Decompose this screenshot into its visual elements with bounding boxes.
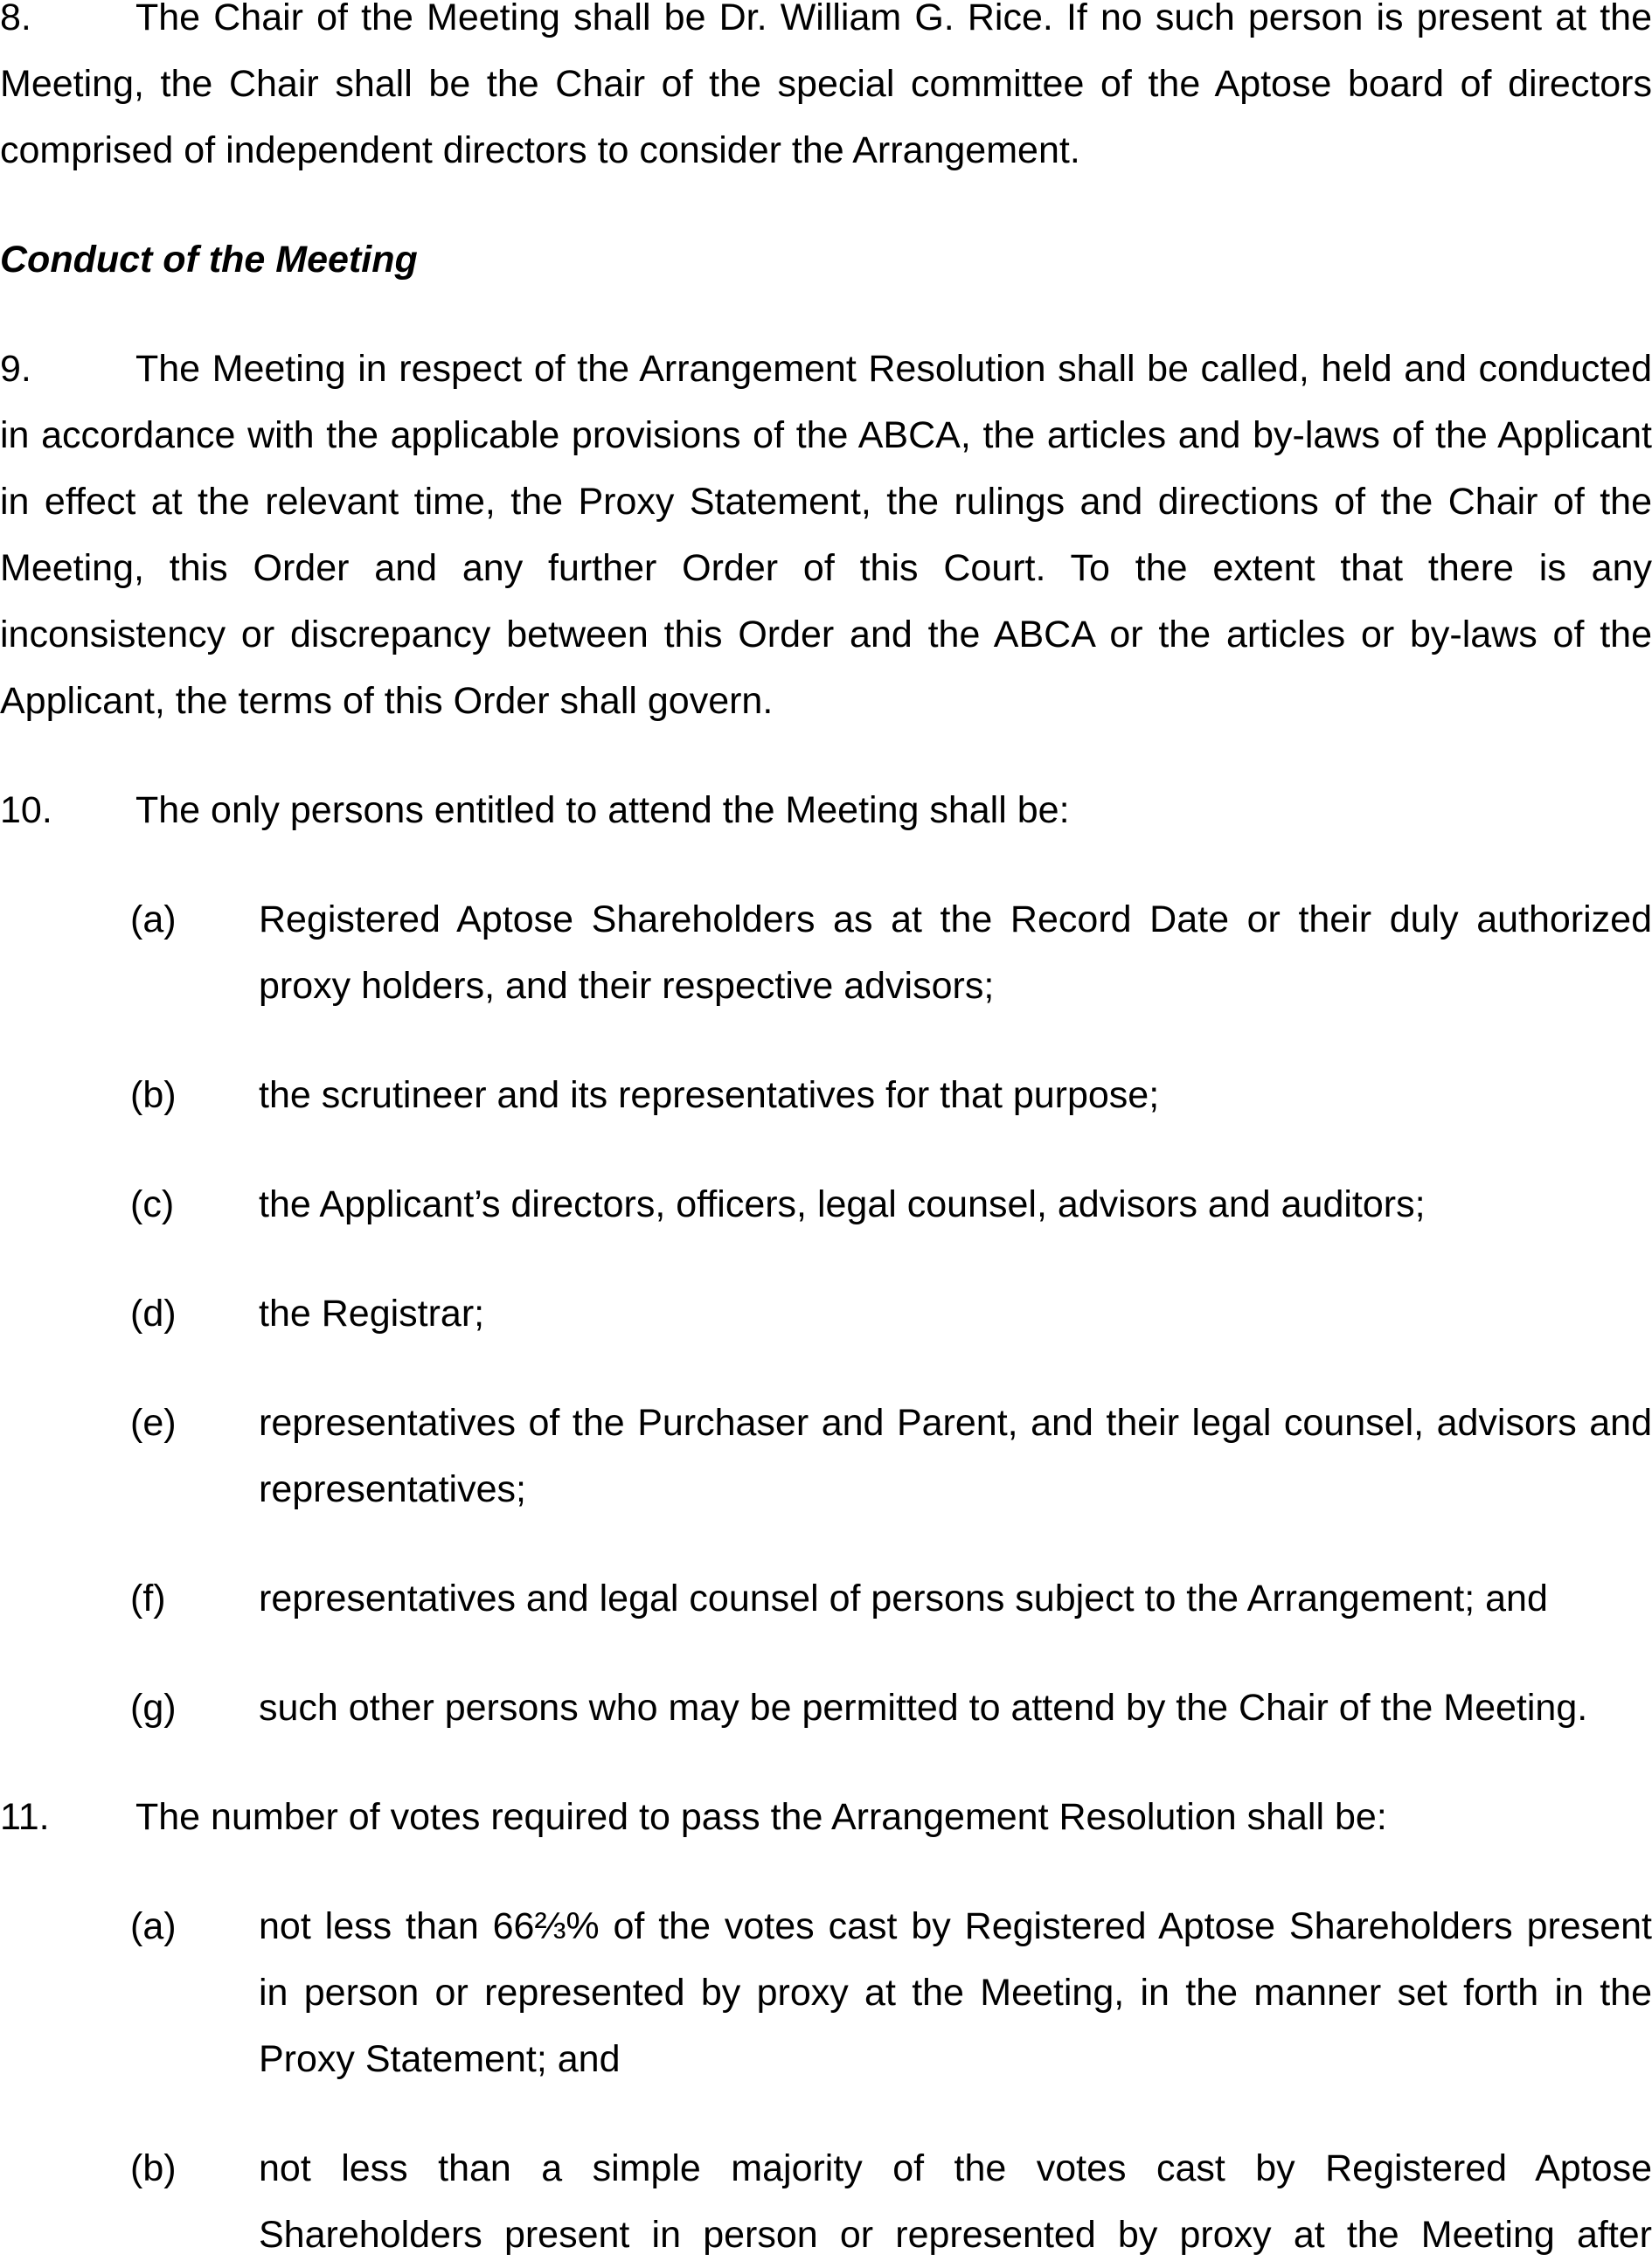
line-text: in accordance with the applicable provisions of the ABCA, the articles and by-laws of the Applicant: [0, 414, 1652, 456]
line-text: the Registrar;: [259, 1293, 485, 1335]
line-text: not less than 66⅔% of the votes cast by Registered Aptose Shareholders present: [259, 1905, 1652, 1947]
line-text: The Chair of the Meeting shall be Dr. William G. Rice. If no such person is present at the: [135, 0, 1652, 38]
line-text: in effect at the relevant time, the Proxy Statement, the rulings and directions of the Chair of the: [0, 481, 1652, 523]
line-text: Meeting, this Order and any further Order of this Court. To the extent that there is any: [0, 547, 1652, 589]
line-text: inconsistency or discrepancy between this Order and the ABCA or the articles or by-laws of the: [0, 614, 1652, 655]
text-line: [0, 0, 1652, 51]
line-text: comprised of independent directors to consider the Arrangement.: [0, 129, 1080, 171]
text-line: [0, 668, 1652, 734]
line-text: the Applicant’s directors, officers, legal counsel, advisors and auditors;: [259, 1183, 1426, 1225]
list-item-label: (b): [130, 2147, 177, 2189]
lettered-list-item: [0, 1280, 1652, 1347]
text-line: [0, 2026, 1652, 2092]
numbered-paragraph: [0, 0, 1652, 184]
text-line: [0, 953, 1652, 1019]
text-line: [0, 1784, 1652, 1850]
line-text: Proxy Statement; and: [259, 2038, 621, 2080]
heading-text: Conduct of the Meeting: [0, 239, 418, 281]
paragraph-number: 9.: [0, 348, 31, 390]
line-text: such other persons who may be permitted to attend by the Chair of the Meeting.: [259, 1687, 1588, 1729]
lettered-list-item: [0, 886, 1652, 1019]
text-line: [0, 1959, 1652, 2026]
list-item-label: (a): [130, 1905, 177, 1947]
text-line: [0, 1456, 1652, 1522]
text-line: [0, 402, 1652, 468]
text-line: [0, 336, 1652, 402]
text-line: [0, 1675, 1652, 1741]
line-text: the scrutineer and its representatives for that purpose;: [259, 1074, 1160, 1116]
numbered-paragraph: [0, 336, 1652, 734]
line-text: in person or represented by proxy at the Meeting, in the manner set forth in the: [259, 1972, 1652, 2014]
list-item-label: (d): [130, 1293, 177, 1335]
paragraph-number: 8.: [0, 0, 31, 38]
lettered-list-item: [0, 1565, 1652, 1632]
line-text: Applicant, the terms of this Order shall govern.: [0, 680, 774, 722]
text-line: [0, 1390, 1652, 1456]
text-line: [0, 1062, 1652, 1128]
lettered-list-item: [0, 1171, 1652, 1238]
text-line: [0, 117, 1652, 184]
line-text: The Meeting in respect of the Arrangement Resolution shall be called, held and conducted: [135, 348, 1652, 390]
text-line: [0, 1893, 1652, 1959]
line-text: representatives;: [259, 1468, 526, 1510]
text-line: [0, 601, 1652, 668]
text-line: [0, 2135, 1652, 2202]
list-item-label: (a): [130, 898, 177, 940]
list-item-label: (g): [130, 1687, 177, 1729]
line-text: The only persons entitled to attend the Meeting shall be:: [135, 789, 1070, 831]
numbered-paragraph: [0, 1784, 1652, 1850]
line-text: representatives of the Purchaser and Parent, and their legal counsel, advisors and: [259, 1402, 1652, 1444]
text-line: [0, 777, 1652, 843]
list-item-label: (b): [130, 1074, 177, 1116]
lettered-list-item: [0, 1062, 1652, 1128]
text-line: [0, 1171, 1652, 1238]
list-item-label: (e): [130, 1402, 177, 1444]
line-text: Registered Aptose Shareholders as at the Record Date or their duly authorized: [259, 898, 1652, 940]
text-line: [0, 51, 1652, 117]
list-item-label: (c): [130, 1183, 175, 1225]
section-heading: [0, 226, 1652, 293]
line-text: not less than a simple majority of the votes cast by Registered Aptose: [259, 2147, 1652, 2189]
lettered-list-item: [0, 2135, 1652, 2268]
lettered-list-item: [0, 1390, 1652, 1522]
text-line: [0, 535, 1652, 601]
line-text: proxy holders, and their respective advisors;: [259, 965, 995, 1007]
paragraph-number: 11.: [0, 1796, 50, 1838]
text-line: [0, 468, 1652, 535]
text-line: [0, 1280, 1652, 1347]
text-line: [0, 1565, 1652, 1632]
line-text: The number of votes required to pass the Arrangement Resolution shall be:: [135, 1796, 1387, 1838]
paragraph-number: 10.: [0, 789, 52, 831]
text-line: [0, 886, 1652, 953]
lettered-list-item: [0, 1893, 1652, 2092]
lettered-list-item: [0, 1675, 1652, 1741]
list-item-label: (f): [130, 1578, 166, 1620]
line-text: representatives and legal counsel of persons subject to the Arrangement; and: [259, 1578, 1548, 1620]
numbered-paragraph: [0, 777, 1652, 843]
line-text: Meeting, the Chair shall be the Chair of the special committee of the Aptose board of directors: [0, 63, 1652, 105]
line-text: Shareholders present in person or represented by proxy at the Meeting after: [259, 2214, 1652, 2256]
text-line: [0, 226, 1652, 293]
